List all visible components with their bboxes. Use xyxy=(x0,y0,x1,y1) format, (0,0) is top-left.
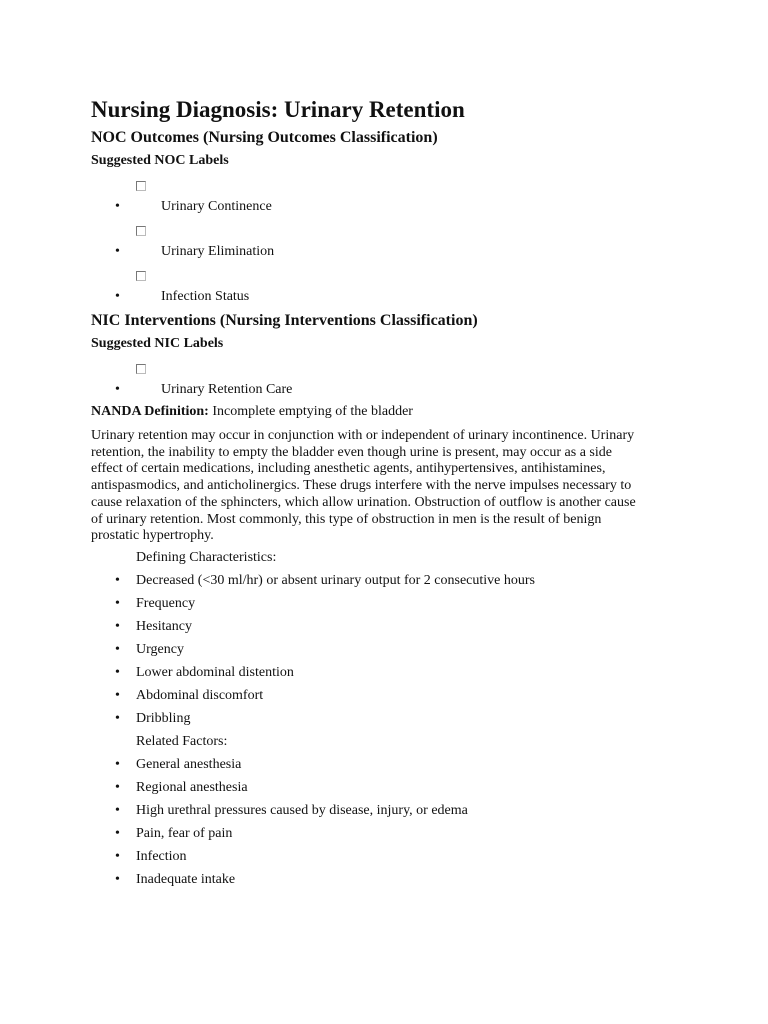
nic-item-1: Urinary Retention Care xyxy=(161,382,293,397)
description-line: antispasmodics, and anticholinergics. These drugs interfere with the nerve impulses necessary to xyxy=(91,478,632,494)
characteristic-item: Urgency xyxy=(136,642,184,657)
bullet-icon: • xyxy=(115,642,120,657)
nic-subheading: Suggested NIC Labels xyxy=(91,336,224,351)
noc-item-3: Infection Status xyxy=(161,289,250,304)
bullet-icon: • xyxy=(115,382,120,397)
bullet-icon: • xyxy=(115,289,120,304)
characteristic-item: Abdominal discomfort xyxy=(136,688,264,703)
description-line: cause relaxation of the sphincters, which allow urination. Obstruction of outflow is another cause xyxy=(91,494,636,510)
bullet-icon: • xyxy=(115,826,120,841)
description-line: Urinary retention may occur in conjunction with or independent of urinary incontinence. Urinary xyxy=(91,428,635,443)
definition-label: NANDA Definition: xyxy=(91,404,209,419)
noc-item-2: Urinary Elimination xyxy=(161,244,275,259)
bullet-icon: • xyxy=(115,199,120,214)
noc-checkbox-3 xyxy=(136,271,146,281)
noc-heading: NOC Outcomes (Nursing Outcomes Classification) xyxy=(91,129,438,146)
characteristic-item: Hesitancy xyxy=(136,619,192,634)
characteristic-item: Decreased (<30 ml/hr) or absent urinary output for 2 consecutive hours xyxy=(136,573,535,588)
related-factor-item: Pain, fear of pain xyxy=(136,826,233,841)
description-line: prostatic hypertrophy. xyxy=(91,528,214,544)
bullet-icon: • xyxy=(115,780,120,795)
related-factor-item: Infection xyxy=(136,849,187,864)
nic-heading: NIC Interventions (Nursing Interventions Classification) xyxy=(91,312,478,329)
nanda-definition xyxy=(91,403,413,421)
defining-characteristics-label: Defining Characteristics: xyxy=(136,550,277,565)
page-title: Nursing Diagnosis: Urinary Retention xyxy=(91,97,465,122)
noc-checkbox-2 xyxy=(136,226,146,236)
related-factor-item: High urethral pressures caused by disease, injury, or edema xyxy=(136,803,468,818)
bullet-icon: • xyxy=(115,619,120,634)
characteristic-item: Dribbling xyxy=(136,711,191,726)
related-factor-item: Regional anesthesia xyxy=(136,780,248,795)
noc-item-1: Urinary Continence xyxy=(161,199,272,214)
bullet-icon: • xyxy=(115,596,120,611)
nic-checkbox-1 xyxy=(136,364,146,374)
description-paragraph xyxy=(91,428,691,545)
bullet-icon: • xyxy=(115,688,120,703)
bullet-icon: • xyxy=(115,757,120,772)
description-line: retention, the inability to empty the bladder even though urine is present, may occur as a side xyxy=(91,444,612,460)
characteristic-item: Frequency xyxy=(136,596,196,611)
bullet-icon: • xyxy=(115,711,120,726)
noc-checkbox-1 xyxy=(136,181,146,191)
noc-subheading: Suggested NOC Labels xyxy=(91,153,229,168)
related-factor-item: General anesthesia xyxy=(136,757,242,772)
bullet-icon: • xyxy=(115,573,120,588)
definition-text: Incomplete emptying of the bladder xyxy=(212,404,413,419)
description-line: effect of certain medications, including anesthetic agents, antihypertensives, antihistamines, xyxy=(91,461,606,477)
related-factors-label: Related Factors: xyxy=(136,734,228,749)
characteristic-item: Lower abdominal distention xyxy=(136,665,294,680)
bullet-icon: • xyxy=(115,849,120,864)
bullet-icon: • xyxy=(115,244,120,259)
description-line: of urinary retention. Most commonly, this type of obstruction in men is the result of benign xyxy=(91,511,602,527)
related-factor-item: Inadequate intake xyxy=(136,872,236,887)
bullet-icon: • xyxy=(115,803,120,818)
bullet-icon: • xyxy=(115,665,120,680)
bullet-icon: • xyxy=(115,872,120,887)
